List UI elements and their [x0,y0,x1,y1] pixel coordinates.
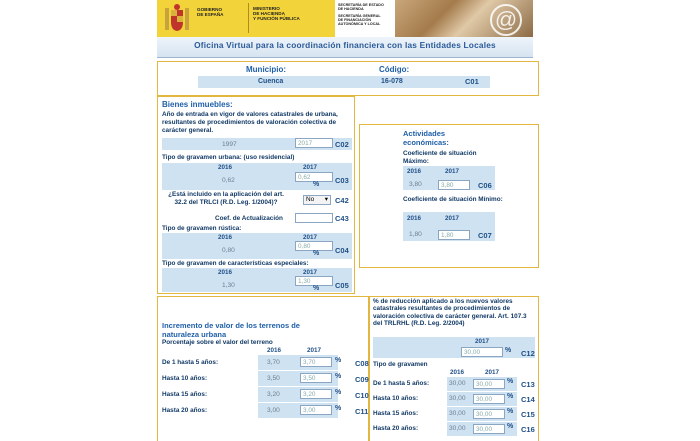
incremento-code: C09 [355,375,369,384]
coef-code: C43 [335,214,349,223]
reduccion-row-code: C13 [521,380,535,389]
rustica-label: Tipo de gravamen rústica: [162,225,242,232]
maximo-code: C06 [478,181,492,190]
percent-sign: % [507,393,514,400]
incremento-input[interactable] [300,405,332,415]
coef-input[interactable] [295,213,333,223]
codigo-label: Código: [379,65,410,74]
divider [248,3,249,33]
reduccion-row-input[interactable] [473,424,505,434]
page-title: Oficina Virtual para la coordinación financiera con las Entidades Locales [194,40,496,50]
incremento-label: De 1 hasta 5 años: [162,359,219,366]
ministry-label: MINISTERIO DE HACIENDA Y FUNCIÓN PÚBLICA [253,6,300,21]
year-2017: 2017 [445,168,460,175]
incremento-input[interactable] [300,357,332,367]
reduccion-value: 30,00 [449,425,466,432]
incremento-input[interactable] [300,389,332,399]
year-2016: 2016 [267,347,282,354]
valoracion-code: C02 [335,140,349,149]
minimo-label: Coeficiente de situación Mínimo: [403,196,503,203]
secretariat-label: SECRETARÍA DE ESTADO DE HACIENDA SECRETARÍA GENERAL DE FINANCIACIÓN AUTONÓMICA Y LOCAL [338,3,384,26]
incremento-label: Hasta 10 años: [162,375,208,382]
year-2017: 2017 [485,369,500,376]
especiales-value: 1,30 [222,282,235,289]
gravamen-label: Tipo de gravamen [373,361,428,368]
at-sign-icon: @ [490,4,522,36]
percent-sign: % [313,285,320,292]
maximo-value: 3,80 [409,181,422,188]
reduccion-value: 30,00 [449,380,466,387]
aplicacion-label: ¿Está incluido en la aplicación del art. 32.2 del TRLCI (R.D. Leg. 1/2004)? [168,191,284,206]
year-2017: 2017 [303,164,318,171]
actividades-title: Actividades económicas: [403,129,449,147]
incremento-value: 3,20 [267,391,280,398]
field-code: C01 [465,77,479,86]
rustica-value: 0,80 [222,247,235,254]
year-2016: 2016 [450,369,465,376]
year-2016: 2016 [407,215,422,222]
incremento-subtitle: Porcentaje sobre el valor del terreno [162,339,273,346]
valoracion-value: 1997 [222,141,237,148]
incremento-code: C08 [355,359,369,368]
incremento-value: 3,50 [267,375,280,382]
incremento-label: Hasta 20 años: [162,407,208,414]
urbana-value: 0,62 [222,177,235,184]
reduccion-row-input[interactable] [473,379,505,389]
urbana-label: Tipo de gravamen urbana: (uso residencial) [162,154,295,161]
reduccion-label: Hasta 20 años: [373,425,419,432]
year-2016: 2016 [407,168,422,175]
percent-sign: % [505,347,512,354]
aplicacion-option: No [306,196,315,203]
bienes-title: Bienes inmuebles: [162,100,233,109]
reduccion-row-input[interactable] [473,394,505,404]
percent-sign: % [507,378,514,385]
especiales-code: C05 [335,281,349,290]
rustica-code: C04 [335,246,349,255]
year-2016: 2016 [218,164,233,171]
reduccion-value: 30,00 [449,410,466,417]
reduccion-row-input[interactable] [473,409,505,419]
coat-of-arms-icon [161,2,193,34]
minimo-value: 1,80 [409,231,422,238]
percent-sign: % [313,181,320,188]
year-2017: 2017 [307,347,322,354]
reduccion-row-code: C16 [521,425,535,434]
year-2017: 2017 [303,234,318,241]
aplicacion-select[interactable] [303,195,331,205]
year-2016: 2016 [218,269,233,276]
minimo-input[interactable] [438,230,470,240]
reduccion-label: Hasta 15 años: [373,410,419,417]
incremento-label: Hasta 15 años: [162,391,208,398]
incremento-value: 3,00 [267,407,280,414]
reduccion-row-code: C14 [521,395,535,404]
incremento-input[interactable] [300,373,332,383]
municipio-row [198,76,490,88]
minimo-code: C07 [478,231,492,240]
coef-label: Coef. de Actualización [215,215,283,222]
incremento-title: Incremento de valor de los terrenos de naturaleza urbana [162,321,300,339]
valoracion-label: Año de entrada en vigor de valores catastrales de urbana, resultantes de procedimientos de valoración colectiva de carácter general. [162,111,338,134]
percent-sign: % [507,423,514,430]
percent-sign: % [313,250,320,257]
reduccion-code: C12 [521,349,535,358]
aplicacion-code: C42 [335,196,349,205]
reduccion-input[interactable] [461,347,503,357]
reduccion-title: % de reducción aplicado a los nuevos valores catastrales resultantes de procedimientos de valoración colectiva de carácter general. Art. 107.3 del TRLRHL (R.D. Leg. 2/2004) [373,298,527,327]
chevron-down-icon: ▾ [324,196,328,203]
year-2017: 2017 [475,338,490,345]
reduccion-row-code: C15 [521,410,535,419]
percent-sign: % [335,357,342,364]
incremento-code: C10 [355,391,369,400]
urbana-code: C03 [335,176,349,185]
percent-sign: % [335,373,342,380]
municipio-label: Municipio: [246,65,286,74]
incremento-value: 3,70 [267,359,280,366]
reduccion-label: De 1 hasta 5 años: [373,380,430,387]
reduccion-value: 30,00 [449,395,466,402]
gov-label: GOBIERNO DE ESPAÑA [197,7,224,17]
municipio-name: Cuenca [258,78,284,85]
maximo-label: Coeficiente de situación Máximo: [403,150,477,165]
maximo-input[interactable] [438,180,470,190]
especiales-label: Tipo de gravamen de características especiales: [162,260,309,267]
valoracion-input[interactable] [295,138,333,148]
reduccion-label: Hasta 10 años: [373,395,419,402]
incremento-code: C11 [355,407,369,416]
municipio-code: 16-078 [381,78,403,85]
percent-sign: % [335,389,342,396]
year-2017: 2017 [303,269,318,276]
year-2017: 2017 [445,215,460,222]
year-2016: 2016 [218,234,233,241]
percent-sign: % [507,408,514,415]
percent-sign: % [335,405,342,412]
